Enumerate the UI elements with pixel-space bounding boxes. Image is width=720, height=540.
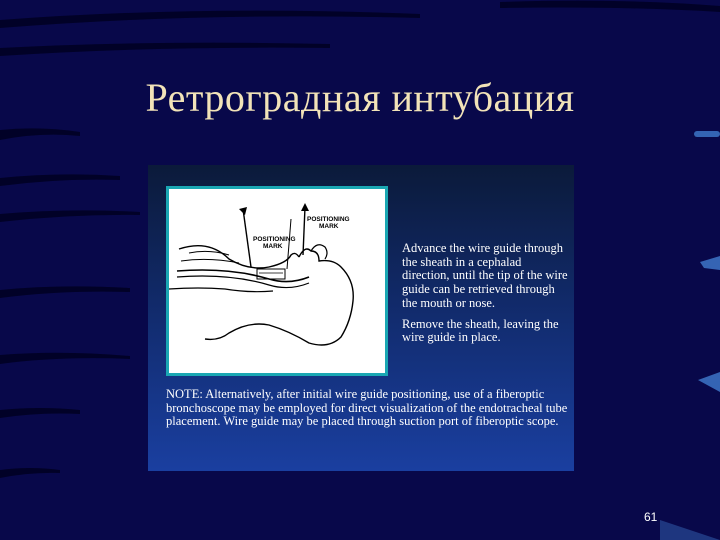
positioning-mark-right-label: POSITIONING	[307, 216, 350, 223]
slide-title: Ретроградная интубация	[145, 75, 575, 120]
positioning-mark-left-label: POSITIONING	[253, 236, 296, 243]
diagram-frame	[166, 186, 388, 376]
instructions-text	[402, 242, 570, 352]
instruction-remove: Remove the sheath, leaving the wire guide in place.	[402, 316, 559, 345]
diagram-canvas	[169, 189, 385, 373]
positioning-mark-left-sublabel: MARK	[263, 243, 283, 250]
figure-panel	[148, 165, 574, 471]
note-text: NOTE: Alternatively, after initial wire guide positioning, use of a fiberoptic bronchoscope may be employed for direct visualization of the endotracheal tube placement. Wire guide may be placed through suction port of fiberoptic scope.	[166, 387, 568, 429]
instruction-advance: Advance the wire guide through the sheath in a cephalad direction, until the tip of the wire guide can be retrieved through the mouth or nose.	[402, 241, 568, 310]
page-number: 61	[644, 510, 658, 524]
retrograde-intubation-diagram	[169, 189, 385, 373]
positioning-mark-right-sublabel: MARK	[319, 223, 339, 230]
